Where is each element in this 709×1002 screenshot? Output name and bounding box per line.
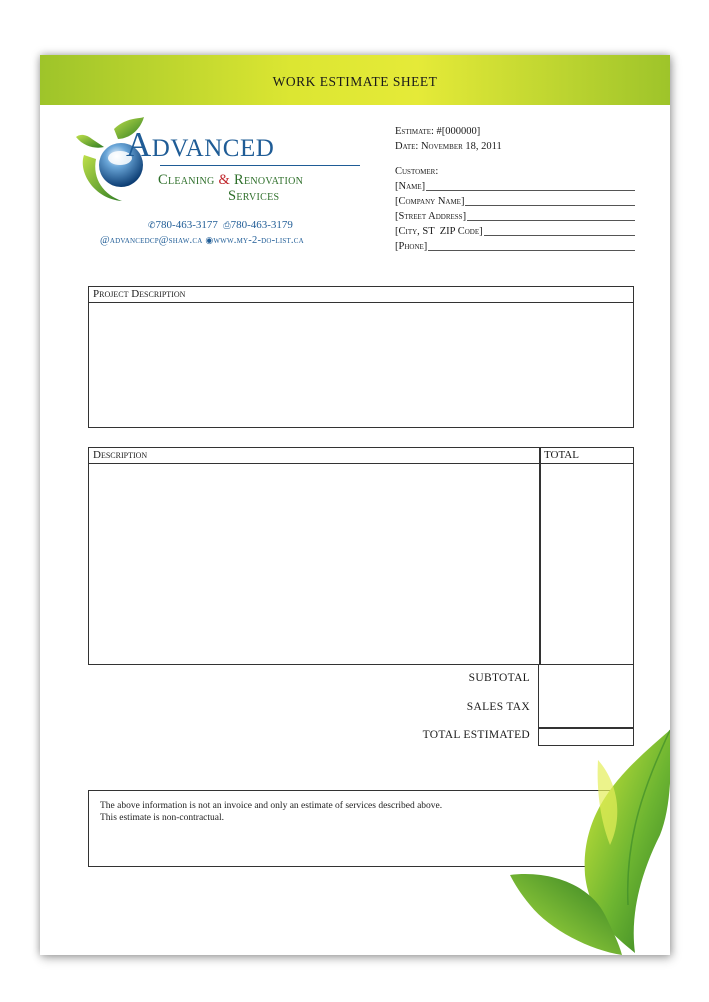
sales-tax-label: SALES TAX (466, 701, 530, 713)
brand-divider (160, 165, 360, 166)
project-description-header: Project Description (89, 287, 633, 303)
fax-number: 780-463-3179 (230, 219, 293, 231)
brand-name: Advanced (126, 125, 275, 164)
brand-tagline-1 (158, 172, 303, 189)
customer-company-field[interactable] (395, 194, 635, 209)
field-line (467, 220, 635, 221)
field-line (428, 250, 635, 251)
description-column-header: Description (89, 448, 633, 464)
leaves-decoration-icon (510, 725, 670, 955)
field-line (465, 205, 635, 206)
total-estimated-label: TOTAL ESTIMATED (422, 729, 530, 741)
customer-street-field[interactable] (395, 209, 635, 224)
disclaimer-line-2: This estimate is non-contractual. (100, 813, 224, 823)
customer-city-field[interactable] (395, 224, 635, 239)
estimate-date: Date: November 18, 2011 (395, 141, 502, 152)
field-label: [City, ST ZIP Code] (395, 226, 483, 237)
project-description-box[interactable] (88, 286, 634, 428)
estimate-sheet (40, 55, 670, 955)
estimate-number: Estimate: #[000000] (395, 126, 481, 137)
brand-word-renovation: Renovation (233, 172, 304, 188)
disclaimer-text (100, 800, 442, 824)
fax-icon: ⎙ (223, 221, 231, 231)
phone-number: 780-463-3177 (155, 219, 218, 231)
items-table[interactable] (88, 447, 634, 665)
contact-online (100, 235, 304, 246)
phone-icon: ✆ (148, 221, 156, 231)
brand-ampersand: & (218, 172, 231, 188)
customer-name-field[interactable] (395, 179, 635, 194)
globe-icon: ◉ (205, 236, 214, 246)
disclaimer-line-1: The above information is not an invoice and only an estimate of services described above. (100, 801, 443, 811)
estimate-info (395, 124, 635, 254)
email-address[interactable]: @advancedcp@shaw.ca (100, 235, 203, 246)
contact-phones (148, 219, 293, 231)
customer-label: Customer: (395, 166, 439, 177)
field-label: [Street Address] (395, 211, 467, 222)
brand-word-cleaning: Cleaning (158, 172, 215, 188)
field-label: [Phone] (395, 241, 428, 252)
total-column-header: TOTAL (544, 449, 579, 461)
field-label: [Name] (395, 181, 426, 192)
field-line (426, 190, 635, 191)
field-line (484, 235, 635, 236)
field-label: [Company Name] (395, 196, 465, 207)
column-divider (539, 448, 541, 664)
customer-phone-field[interactable] (395, 239, 635, 254)
sheet-title: WORK ESTIMATE SHEET (272, 74, 438, 89)
brand-tagline-2: Services (228, 188, 280, 204)
subtotal-label: SUBTOTAL (468, 672, 530, 684)
website-link[interactable]: www.my-2-do-list.ca (213, 235, 304, 246)
